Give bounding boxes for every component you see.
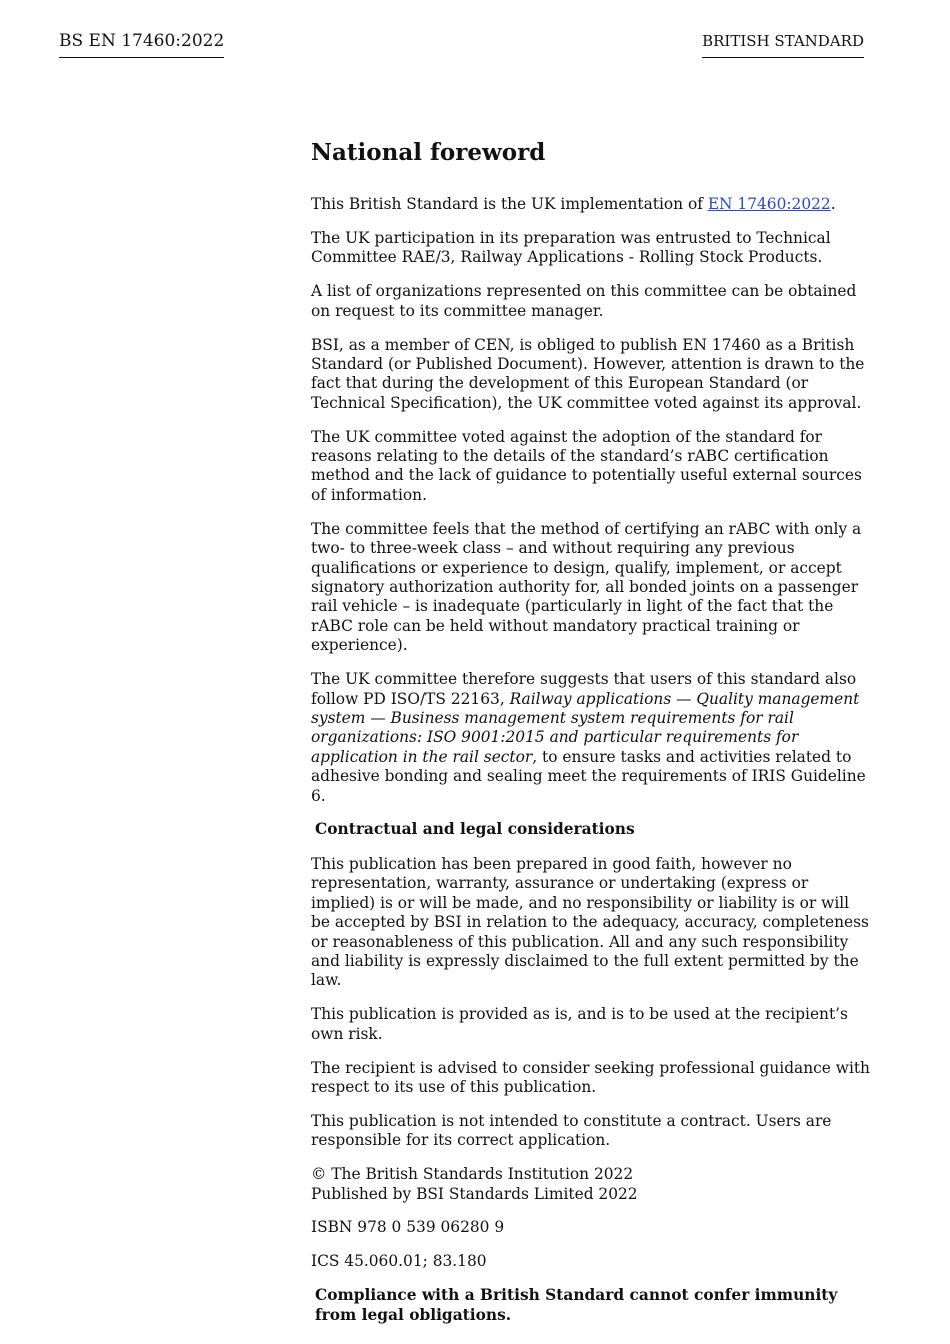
committee-paragraph: The UK participation in its preparation was entrusted to Technical Committee RAE/3, Railway Applications - Rolling Stock Products. [311, 228, 831, 267]
organizations-paragraph: A list of organizations represented on this committee can be obtained on request to its committee manager. [311, 282, 857, 320]
foreword-body [311, 137, 871, 1340]
recommendation-text: The UK committee therefore suggests that users of this standard also follow PD ISO/TS 22163, [311, 670, 857, 708]
standard-type-label: BRITISH STANDARD [702, 31, 864, 58]
guidance-paragraph: The recipient is advised to consider seeking professional guidance with respect to its use of this publication. [311, 1058, 870, 1096]
implementation-paragraph [311, 195, 871, 214]
risk-paragraph: This publication is provided as is, and is to be used at the recipient’s own risk. [311, 1005, 848, 1043]
legal-subheading: Contractual and legal considerations [315, 820, 635, 839]
publisher-line: Published by BSI Standards Limited 2022 [311, 1184, 638, 1203]
copyright-line: © The British Standards Institution 2022 [311, 1165, 634, 1184]
compliance-statement: Compliance with a British Standard cannot confer immunity from legal obligations. [315, 1286, 838, 1324]
contract-paragraph: This publication is not intended to constitute a contract. Users are responsible for its correct application. [311, 1111, 832, 1150]
implementation-text: This British Standard is the UK implementation of [311, 195, 708, 213]
isbn: ISBN 978 0 539 06280 9 [311, 1218, 505, 1237]
page-title: National foreword [311, 139, 546, 166]
vote-reasons-paragraph: The UK committee voted against the adoption of the standard for reasons relating to the details of the standard’s rABC certification method and the lack of guidance to potentially useful external sources of information. [311, 427, 862, 504]
certification-concern-paragraph: The committee feels that the method of certifying an rABC with only a two- to three-week class – and without requiring any previous qualifications or experience to design, qualify, implement, or accept signatory authorization authority for, all bonded joints on a passenger rail vehicle – is inadequate (particularly in light of the fact that the rABC role can be held without mandatory practical training or experience). [311, 519, 862, 655]
recommendation-end: , to ensure tasks and activities related to adhesive bonding and sealing meet the requirements of IRIS Guideline 6. [311, 747, 866, 805]
copyright-block [311, 1165, 871, 1204]
recommendation-paragraph [311, 670, 871, 806]
good-faith-paragraph: This publication has been prepared in good faith, however no representation, warranty, assurance or undertaking (express or implied) is or will be made, and no responsibility or liability is or will be accepted by BSI in relation to the adequacy, accuracy, completeness or reasonableness of this publication. All and any such responsibility and liability is expressly disclaimed to the full extent permitted by the law. [311, 854, 869, 990]
referenced-standard-title: Railway applications — Quality management system — Business management system requirements for rail organizations: ISO 9001:2015 and particular requirements for application in the rail sector [311, 689, 860, 766]
ics-codes: ICS 45.060.01; 83.180 [311, 1252, 487, 1271]
en-standard-link[interactable]: EN 17460:2022 [707, 195, 831, 213]
cen-obligation-paragraph: BSI, as a member of CEN, is obliged to publish EN 17460 as a British Standard (or Published Document). However, attention is drawn to the fact that during the development of this European Standard (or Technical Specification), the UK committee voted against its approval. [311, 335, 865, 412]
standard-number: BS EN 17460:2022 [59, 31, 224, 58]
implementation-end: . [830, 195, 836, 213]
